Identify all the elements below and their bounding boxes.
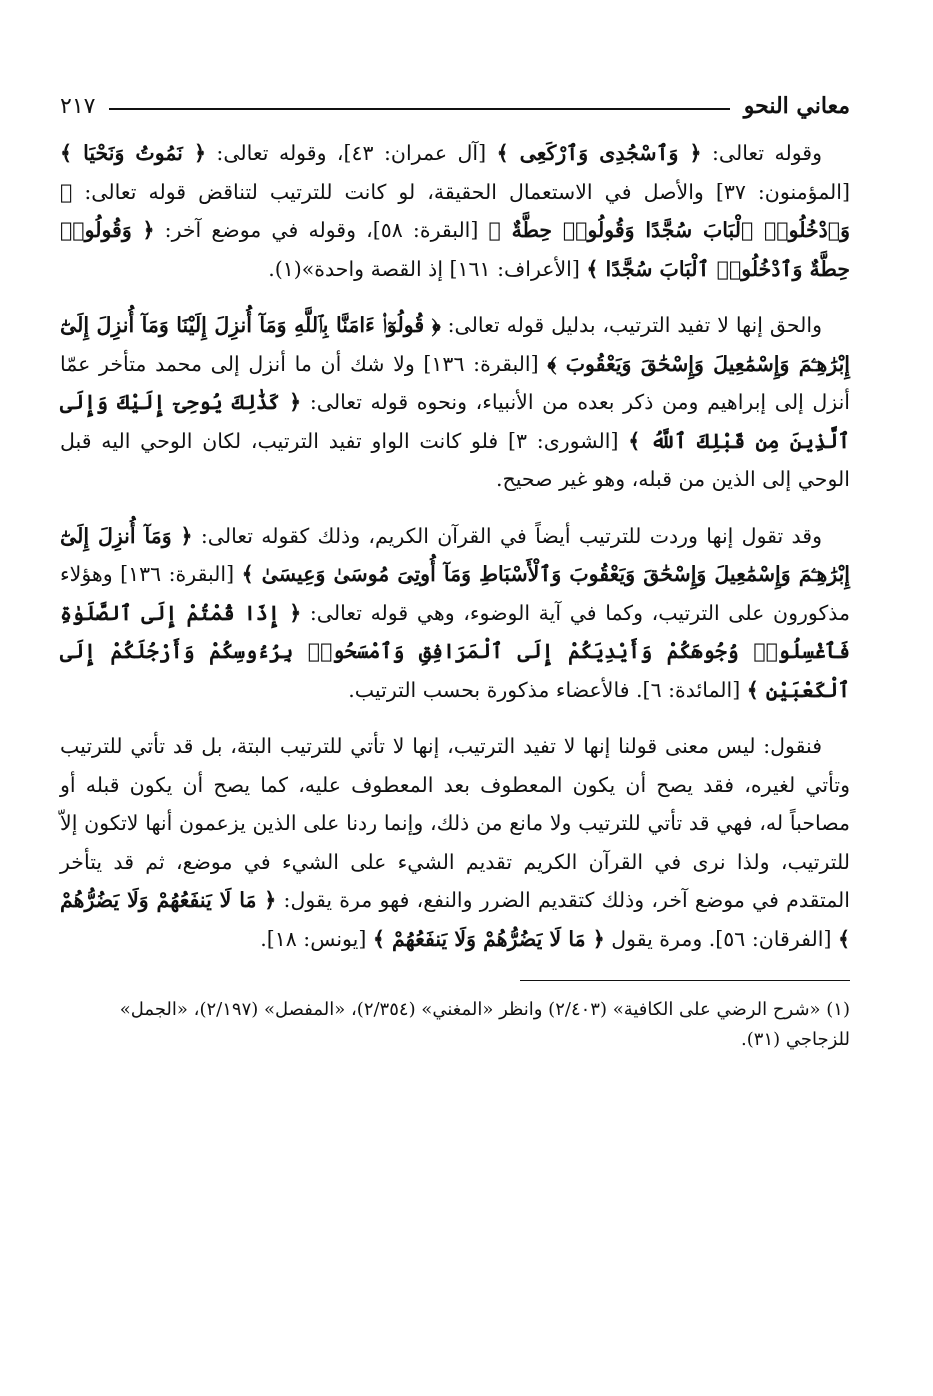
text-run: [المائدة: ٦]. فالأعضاء مذكورة بحسب الترتيب. <box>348 677 747 702</box>
quran-verse: ﴿ وَقُولُوا۟ حِطَّةٌ وَٱدْخُلُوا۟ ٱلْبَابَ سُجَّدًا ﴾ <box>60 218 850 281</box>
quran-verse: ﴿ نَمُوتُ وَنَحْيَا ﴾ <box>60 141 206 165</box>
header-rule <box>109 108 729 110</box>
page-number: ٢١٧ <box>60 93 96 119</box>
text-run: [البقرة: ١٣٦] ولا شك أن ما أنزل إلى محمد متأخر عمّا أنزل إلى إبراهيم ومن ذكر بعده من الأنبياء، ونحوه قوله تعالى: <box>60 351 851 414</box>
text-run: [آل عمران: ٤٣]، وقوله تعالى: <box>205 141 497 165</box>
text-run: وقد تقول إنها وردت للترتيب أيضاً في القرآن الكريم، وذلك كقوله تعالى: <box>192 523 823 548</box>
quran-verse: ﴿ كَذَٰلِكَ يُوحِىٓ إِلَيْكَ وَإِلَى ٱلَّذِينَ مِن قَبْلِكَ ٱللَّهُ ﴾ <box>60 390 850 453</box>
paragraph-3 <box>60 517 850 710</box>
text-run: [الشورى: ٣] فلو كانت الواو تفيد الترتيب، لكان الوحي اليه قبل الوحي إلى الذين من قبله، وهو غير صحيح. <box>60 428 850 491</box>
text-run: [الفرقان: ٥٦]. ومرة يقول <box>604 926 838 951</box>
paragraph-2 <box>60 306 850 499</box>
quran-verse: ﴿ وَمَآ أُنزِلَ إِلَىٰٓ إِبْرَٰهِـۧمَ وَإِسْمَٰعِيلَ وَإِسْحَٰقَ وَيَعْقُوبَ وَٱلْأَسْبَاطِ وَمَآ أُوتِىَ مُوسَىٰ وَعِيسَىٰ ﴾ <box>60 523 850 586</box>
quran-verse: ﴿ إِذَا قُمْتُمْ إِلَى ٱلصَّلَوٰةِ فَٱغْسِلُوا۟ وُجُوهَكُمْ وَأَيْدِيَكُمْ إِلَى ٱلْمَرَافِقِ وَٱمْسَحُوا۟ بِرُءُوسِكُمْ وَأَرْجُلَكُمْ إِلَى ٱلْكَعْبَيْنِ ﴾ <box>60 600 850 702</box>
footnote: (١) «شرح الرضي على الكافية» (٢/٤٠٣) وانظر «المغني» (٢/٣٥٤)، «المفصل» (٢/١٩٧)، «الجمل» للزجاجي (٣١). <box>119 999 850 1050</box>
text-run: [البقرة: ٥٨]، وقوله في موضع آخر: <box>154 218 489 242</box>
text-run: [الأعراف: ١٦١] إذ القصة واحدة»(١). <box>268 256 587 281</box>
paragraph-1 <box>60 134 850 288</box>
paragraph-4 <box>60 727 850 958</box>
quran-verse: ﴿ وَٱسْجُدِى وَٱرْكَعِى ﴾ <box>496 141 702 165</box>
text-run: [المؤمنون: ٣٧] والأصل في الاستعمال الحقيقة، لو كانت للترتيب لتناقض قوله تعالى: <box>72 179 850 204</box>
text-run: فنقول: ليس معنى قولنا إنها لا تفيد الترتيب، إنها لا تأتي للترتيب البتة، بل قد تأتي للترتيب وتأتي لغيره، فقد يصح أن يكون المعطوف بعد المعطوف عليه، كما يصح أن يكون قبله أو مصاحباً له، فهي قد تأتي للترتيب ولا مانع من ذلك، وإنما ردنا على الذين يزعمون أنها لاتكون إلاّ للترتيب، ولذا نرى في القرآن الكريم تقديم الشيء على الشيء في موضع، ثم قد يتأخر المتقدم في موضع آخر، وذلك كتقديم الضرر والنفع، فهو مرة يقول: <box>60 734 850 912</box>
page-header <box>60 88 850 124</box>
quran-verse: ﴿ مَا لَا يَنفَعُهُمْ وَلَا يَضُرُّهُمْ ﴾ <box>60 888 850 951</box>
text-run: والحق إنها لا تفيد الترتيب، بدليل قوله تعالى: <box>440 313 822 337</box>
text-run: وقوله تعالى: <box>701 141 823 165</box>
quran-verse: ﴿ وَٱدْخُلُوا۟ ٱلْبَابَ سُجَّدًا وَقُولُوا۟ حِطَّةٌ ﴾ <box>60 179 850 242</box>
quran-verse: ﴿ مَا لَا يَضُرُّهُمْ وَلَا يَنفَعُهُمْ ﴾ <box>372 926 605 951</box>
text-run: [يونس: ١٨]. <box>260 926 373 951</box>
text-run: [البقرة: ١٣٦] وهؤلاء مذكورون على الترتيب، وكما في آية الوضوء، وهي قوله تعالى: <box>60 562 850 625</box>
footnote-separator <box>520 980 850 981</box>
book-page <box>60 88 850 1055</box>
running-title: معاني النحو <box>743 93 850 119</box>
quran-verse: ﴿ قُولُوٓا۟ ءَامَنَّا بِٱللَّهِ وَمَآ أُنزِلَ إِلَيْنَا وَمَآ أُنزِلَ إِلَىٰٓ إِبْرَٰهِـۧمَ وَإِسْمَٰعِيلَ وَإِسْحَٰقَ وَيَعْقُوبَ ﴾ <box>60 313 850 376</box>
